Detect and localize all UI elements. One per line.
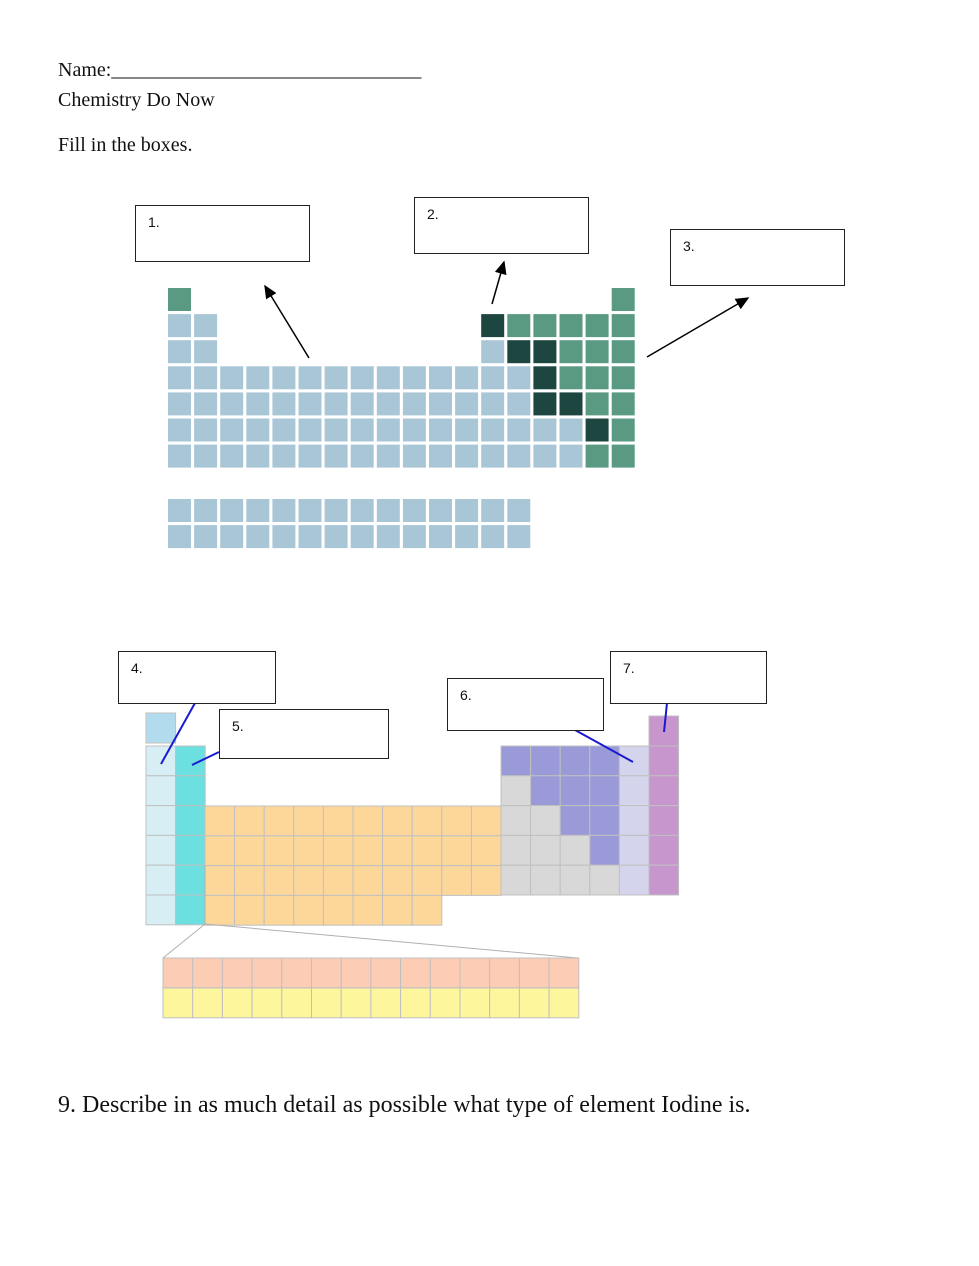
transition-metal-cell [383, 806, 413, 836]
hydrogen-cell [146, 713, 176, 743]
transition-metal-cell [353, 895, 383, 925]
answer-box-7[interactable]: 7. [610, 651, 767, 704]
transition-metal-cell [205, 806, 235, 836]
transition-metal-cell [205, 836, 235, 866]
alkali-metal-cell [146, 776, 176, 806]
actinide-cell [163, 988, 193, 1018]
answer-box-4[interactable]: 4. [118, 651, 276, 704]
instructions: Fill in the boxes. [58, 134, 193, 156]
other-metal-cell [501, 865, 531, 895]
alkaline-earth-cell [176, 835, 206, 865]
lanthanide-cell [341, 958, 371, 988]
other-metal-cell [501, 776, 531, 806]
actinide-cell [430, 988, 460, 1018]
nonmetal-cell [590, 776, 620, 806]
transition-metal-cell [235, 836, 265, 866]
actinide-cell [193, 988, 223, 1018]
transition-metal-cell [383, 895, 413, 925]
noble-gas-cell [649, 776, 679, 806]
other-metal-cell [560, 865, 590, 895]
transition-metal-cell [412, 895, 442, 925]
alkali-metal-cell [146, 746, 176, 776]
transition-metal-cell [353, 806, 383, 836]
lanthanide-cell [490, 958, 520, 988]
transition-metal-cell [264, 836, 294, 866]
connector-line [205, 924, 578, 958]
transition-metal-cell [323, 895, 353, 925]
lanthanide-cell [460, 958, 490, 988]
lanthanide-cell [371, 958, 401, 988]
noble-gas-cell [649, 746, 679, 776]
actinide-cell [341, 988, 371, 1018]
transition-metal-cell [294, 895, 324, 925]
actinide-cell [312, 988, 342, 1018]
transition-metal-cell [235, 895, 265, 925]
other-metal-cell [501, 806, 531, 836]
connector-line [163, 924, 205, 958]
actinide-cell [490, 988, 520, 1018]
transition-metal-cell [294, 806, 324, 836]
transition-metal-cell [412, 836, 442, 866]
other-metal-cell [590, 865, 620, 895]
transition-metal-cell [383, 836, 413, 866]
halogen-cell [619, 835, 649, 865]
other-metal-cell [501, 835, 531, 865]
actinide-cell [549, 988, 579, 1018]
actinide-cell [282, 988, 312, 1018]
lanthanide-cell [430, 958, 460, 988]
halogen-cell [619, 806, 649, 836]
transition-metal-cell [264, 895, 294, 925]
alkaline-earth-cell [176, 776, 206, 806]
nonmetal-cell [501, 746, 531, 776]
transition-metal-cell [471, 836, 501, 866]
nonmetal-cell [531, 746, 561, 776]
transition-metal-cell [264, 806, 294, 836]
answer-box-5[interactable]: 5. [219, 709, 389, 759]
nonmetal-cell [590, 835, 620, 865]
transition-metal-cell [323, 866, 353, 896]
lanthanide-cell [193, 958, 223, 988]
transition-metal-cell [235, 866, 265, 896]
lanthanide-cell [282, 958, 312, 988]
transition-metal-cell [235, 806, 265, 836]
transition-metal-cell [205, 895, 235, 925]
question-9: 9. Describe in as much detail as possible what type of element Iodine is. [58, 1092, 751, 1118]
nonmetal-cell [531, 776, 561, 806]
lanthanide-cell [222, 958, 252, 988]
nonmetal-cell [590, 806, 620, 836]
transition-metal-cell [323, 806, 353, 836]
actinide-cell [371, 988, 401, 1018]
other-metal-cell [560, 835, 590, 865]
alkali-metal-cell [146, 806, 176, 836]
lanthanide-cell [163, 958, 193, 988]
lanthanide-cell [519, 958, 549, 988]
halogen-cell [619, 865, 649, 895]
answer-box-6[interactable]: 6. [447, 678, 604, 731]
lanthanide-cell [401, 958, 431, 988]
alkaline-earth-cell [176, 806, 206, 836]
transition-metal-cell [353, 836, 383, 866]
lanthanide-cell [549, 958, 579, 988]
nonmetal-cell [590, 746, 620, 776]
actinide-cell [519, 988, 549, 1018]
lanthanide-cell [252, 958, 282, 988]
noble-gas-cell [649, 865, 679, 895]
transition-metal-cell [471, 866, 501, 896]
transition-metal-cell [412, 866, 442, 896]
halogen-cell [619, 746, 649, 776]
transition-metal-cell [294, 866, 324, 896]
transition-metal-cell [442, 806, 472, 836]
transition-metal-cell [323, 836, 353, 866]
nonmetal-cell [560, 806, 590, 836]
transition-metal-cell [294, 836, 324, 866]
answer-box-1[interactable]: 1. [135, 205, 310, 262]
actinide-cell [222, 988, 252, 1018]
transition-metal-cell [205, 866, 235, 896]
transition-metal-cell [264, 866, 294, 896]
other-metal-cell [531, 835, 561, 865]
alkaline-earth-cell [176, 895, 206, 925]
actinide-cell [460, 988, 490, 1018]
noble-gas-cell [649, 806, 679, 836]
alkaline-earth-cell [176, 865, 206, 895]
alkali-metal-cell [146, 835, 176, 865]
nonmetal-cell [560, 776, 590, 806]
other-metal-cell [531, 865, 561, 895]
transition-metal-cell [353, 866, 383, 896]
transition-metal-cell [383, 866, 413, 896]
page-title: Chemistry Do Now [58, 89, 215, 111]
transition-metal-cell [442, 836, 472, 866]
answer-box-2[interactable]: 2. [414, 197, 589, 254]
alkali-metal-cell [146, 895, 176, 925]
lanthanide-cell [312, 958, 342, 988]
transition-metal-cell [442, 866, 472, 896]
alkali-metal-cell [146, 865, 176, 895]
name-line[interactable]: Name:_______________________________ [58, 59, 422, 81]
other-metal-cell [531, 806, 561, 836]
actinide-cell [252, 988, 282, 1018]
noble-gas-cell [649, 835, 679, 865]
transition-metal-cell [412, 806, 442, 836]
actinide-cell [401, 988, 431, 1018]
transition-metal-cell [471, 806, 501, 836]
halogen-cell [619, 776, 649, 806]
nonmetal-cell [560, 746, 590, 776]
answer-box-3[interactable]: 3. [670, 229, 845, 286]
